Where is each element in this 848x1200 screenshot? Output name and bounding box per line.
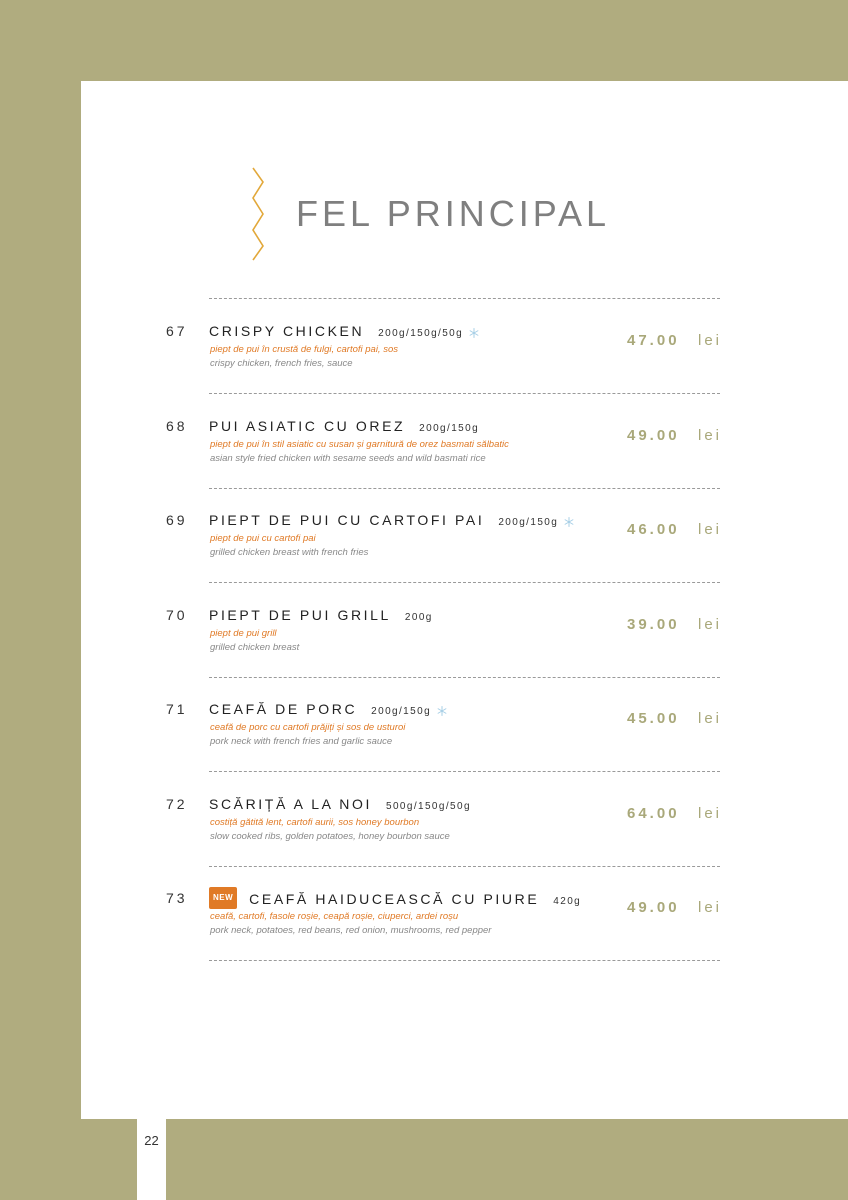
divider [209,960,720,961]
item-name: CRISPY CHICKEN [209,323,365,339]
menu-item [166,700,726,770]
item-description-ro: piept de pui cu cartofi pai [210,533,316,544]
item-weight: 420g [553,896,582,908]
new-badge: NEW [209,887,237,909]
item-currency: lei [698,332,723,349]
item-number: 67 [166,323,188,339]
item-description-ro: piept de pui grill [210,628,277,639]
menu-item [166,322,726,392]
divider [209,677,720,678]
item-name: PIEPT DE PUI GRILL [209,607,391,623]
divider [209,771,720,772]
zigzag-icon [249,166,267,262]
item-name: PUI ASIATIC CU OREZ [209,418,406,434]
divider [209,582,720,583]
item-name: PIEPT DE PUI CU CARTOFI PAI [209,512,485,528]
item-number: 69 [166,512,188,528]
menu-item [166,889,726,959]
item-number: 72 [166,796,188,812]
item-description-ro: ceafă, cartofi, fasole roșie, ceapă roșie, ciuperci, ardei roșu [210,911,459,922]
item-header [209,606,433,627]
item-header [209,511,574,532]
item-price: 49.00 [627,427,680,444]
menu-item [166,511,726,581]
item-price: 45.00 [627,710,680,727]
item-weight: 500g/150g/50g [385,801,471,812]
item-weight: 200g [404,612,433,623]
page-number: 22 [144,1133,159,1148]
item-description-en: asian style fried chicken with sesame seeds and wild basmati rice [210,453,486,464]
divider [209,866,720,867]
item-currency: lei [698,427,723,444]
item-currency: lei [698,805,723,822]
divider [209,393,720,394]
item-description-ro: piept de pui în crustă de fulgi, cartofi pai, sos [210,344,398,355]
divider [209,298,720,299]
item-weight: 200g/150g [371,706,432,717]
item-description-en: crispy chicken, french fries, sauce [210,358,353,369]
item-weight: 200g/150g/50g [378,328,464,339]
item-currency: lei [698,899,723,916]
item-header [209,889,581,911]
item-price: 47.00 [627,332,680,349]
menu-page [81,81,848,1119]
item-header [209,700,447,721]
item-number: 68 [166,418,188,434]
item-price: 64.00 [627,805,680,822]
menu-item [166,795,726,865]
item-header [209,322,479,343]
item-name: CEAFĂ DE PORC [209,701,358,717]
item-description-en: slow cooked ribs, golden potatoes, honey bourbon sauce [210,831,450,842]
item-number: 73 [166,890,188,906]
item-price: 39.00 [627,616,680,633]
divider [209,488,720,489]
item-currency: lei [698,616,723,633]
item-description-en: grilled chicken breast [210,642,300,653]
item-description-ro: costiță gătită lent, cartofi aurii, sos honey bourbon [210,817,420,828]
snowflake-icon [564,514,574,524]
item-price: 49.00 [627,899,680,916]
section-title: FEL PRINCIPAL [296,193,611,234]
item-header [209,417,479,438]
page-number-tab [137,1119,166,1200]
item-description-en: pork neck, potatoes, red beans, red onion, mushrooms, red pepper [210,925,492,936]
item-number: 71 [166,701,188,717]
item-price: 46.00 [627,521,680,538]
item-header [209,795,471,816]
item-currency: lei [698,710,723,727]
item-name: SCĂRIȚĂ A LA NOI [209,796,372,812]
item-weight: 200g/150g [419,423,480,434]
item-description-en: grilled chicken breast with french fries [210,547,369,558]
snowflake-icon [469,325,479,335]
menu-item [166,417,726,487]
snowflake-icon [437,703,447,713]
item-weight: 200g/150g [498,517,559,528]
item-number: 70 [166,607,188,623]
item-description-ro: ceafă de porc cu cartofi prăjiți și sos de usturoi [210,722,406,733]
menu-item [166,606,726,676]
item-name: CEAFĂ HAIDUCEASCĂ CU PIURE [249,891,540,908]
item-description-en: pork neck with french fries and garlic sauce [210,736,393,747]
item-currency: lei [698,521,723,538]
item-description-ro: piept de pui în stil asiatic cu susan și garnitură de orez basmati sălbatic [210,439,509,450]
